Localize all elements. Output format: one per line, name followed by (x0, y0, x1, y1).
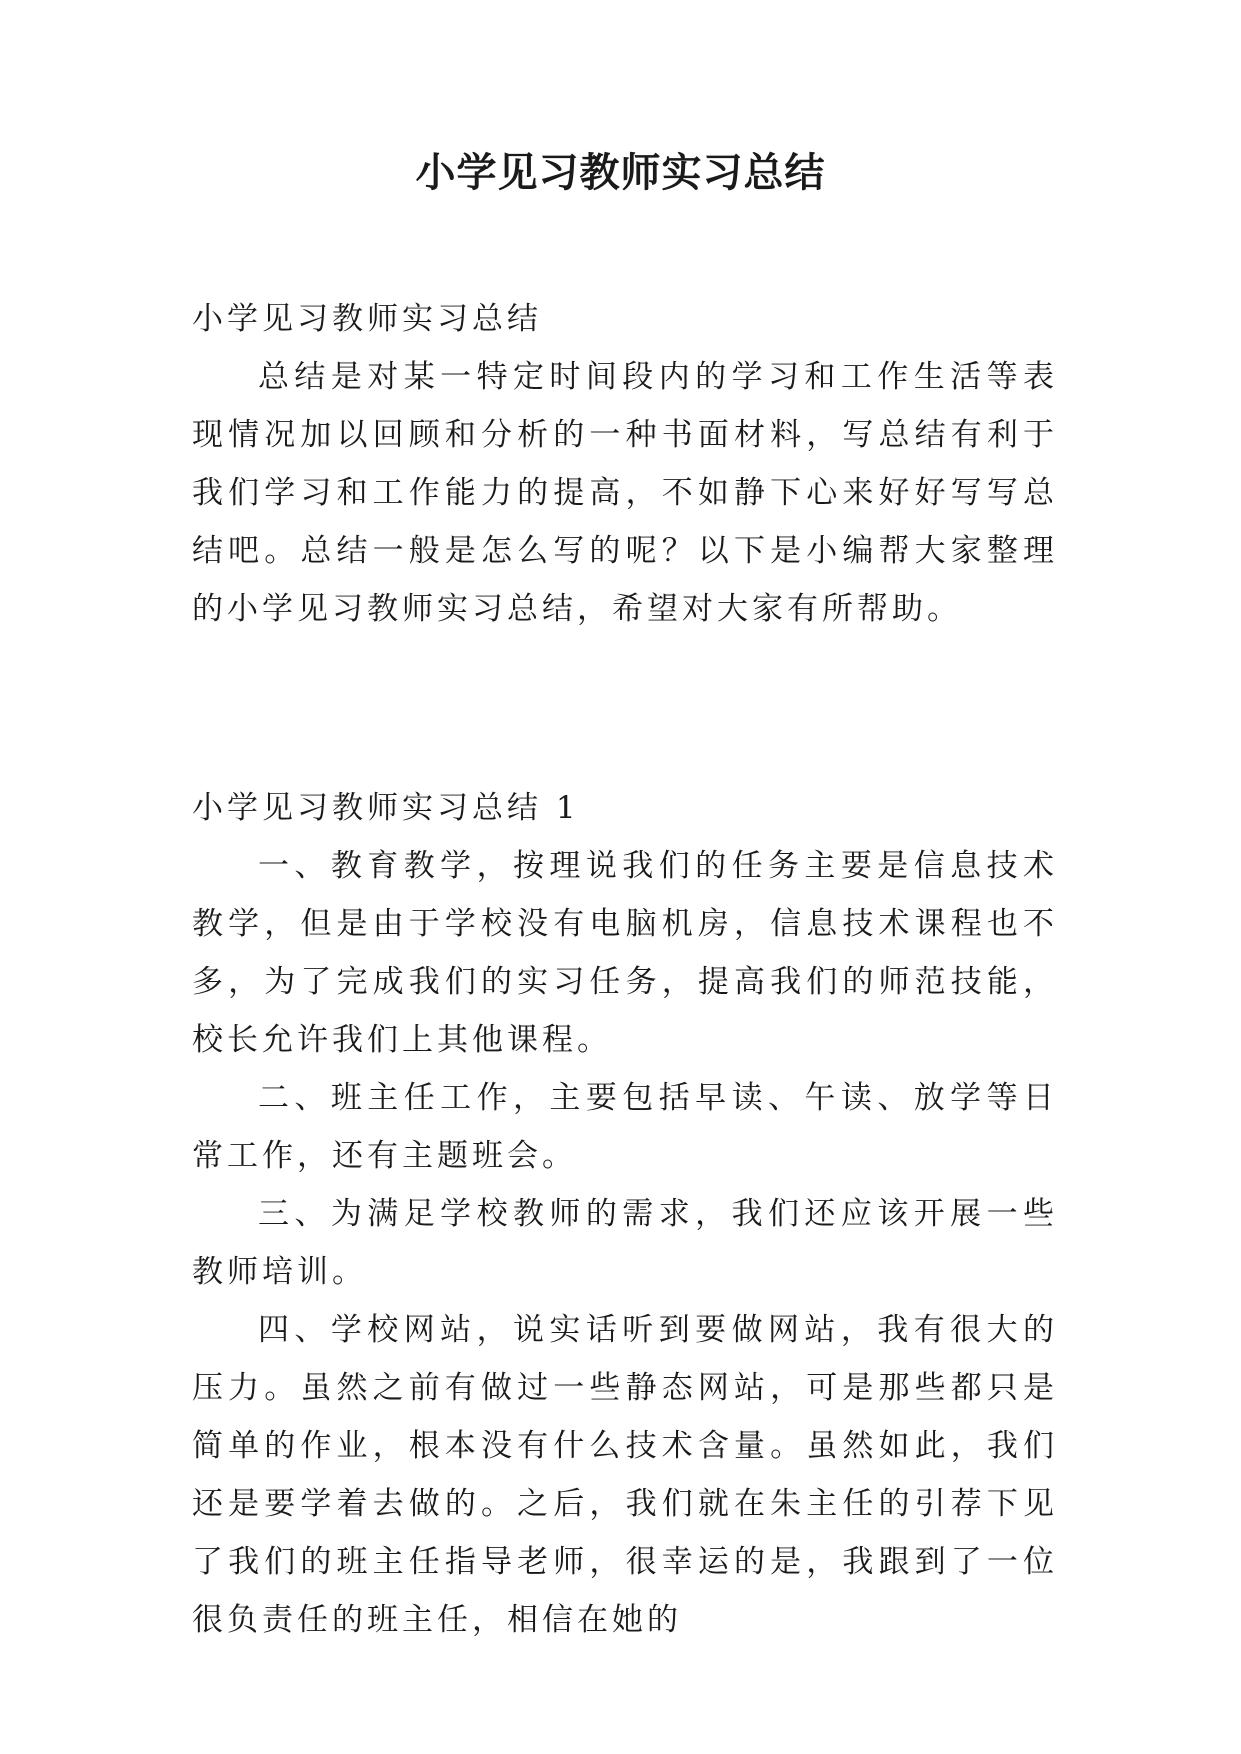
body-paragraph-3: 三、为满足学校教师的需求，我们还应该开展一些教师培训。 (192, 1196, 1058, 1290)
document-body (192, 290, 1058, 1649)
document-subtitle: 小学见习教师实习总结 (192, 301, 542, 337)
section-heading: 小学见习教师实习总结 1 (192, 790, 580, 826)
body-paragraph-4: 四、学校网站，说实话听到要做网站，我有很大的压力。虽然之前有做过一些静态网站，可是那些都只是简单的作业，根本没有什么技术含量。虽然如此，我们还是要学着去做的。之后，我们就在朱主任的引荐下见了我们的班主任指导老师，很幸运的是，我跟到了一位很负责任的班主任，相信在她的 (192, 1312, 1058, 1638)
section-spacer (192, 638, 1058, 779)
body-paragraph-1: 一、教育教学，按理说我们的任务主要是信息技术教学，但是由于学校没有电脑机房，信息技术课程也不多，为了完成我们的实习任务，提高我们的师范技能，校长允许我们上其他课程。 (192, 848, 1058, 1058)
document-title: 小学见习教师实习总结 (415, 149, 826, 196)
body-paragraph-2: 二、班主任工作，主要包括早读、午读、放学等日常工作，还有主题班会。 (192, 1080, 1058, 1174)
intro-paragraph: 总结是对某一特定时间段内的学习和工作生活等表现情况加以回顾和分析的一种书面材料，写总结有利于我们学习和工作能力的提高，不如静下心来好好写写总结吧。总结一般是怎么写的呢？以下是小编帮大家整理的小学见习教师实习总结，希望对大家有所帮助。 (192, 359, 1058, 627)
